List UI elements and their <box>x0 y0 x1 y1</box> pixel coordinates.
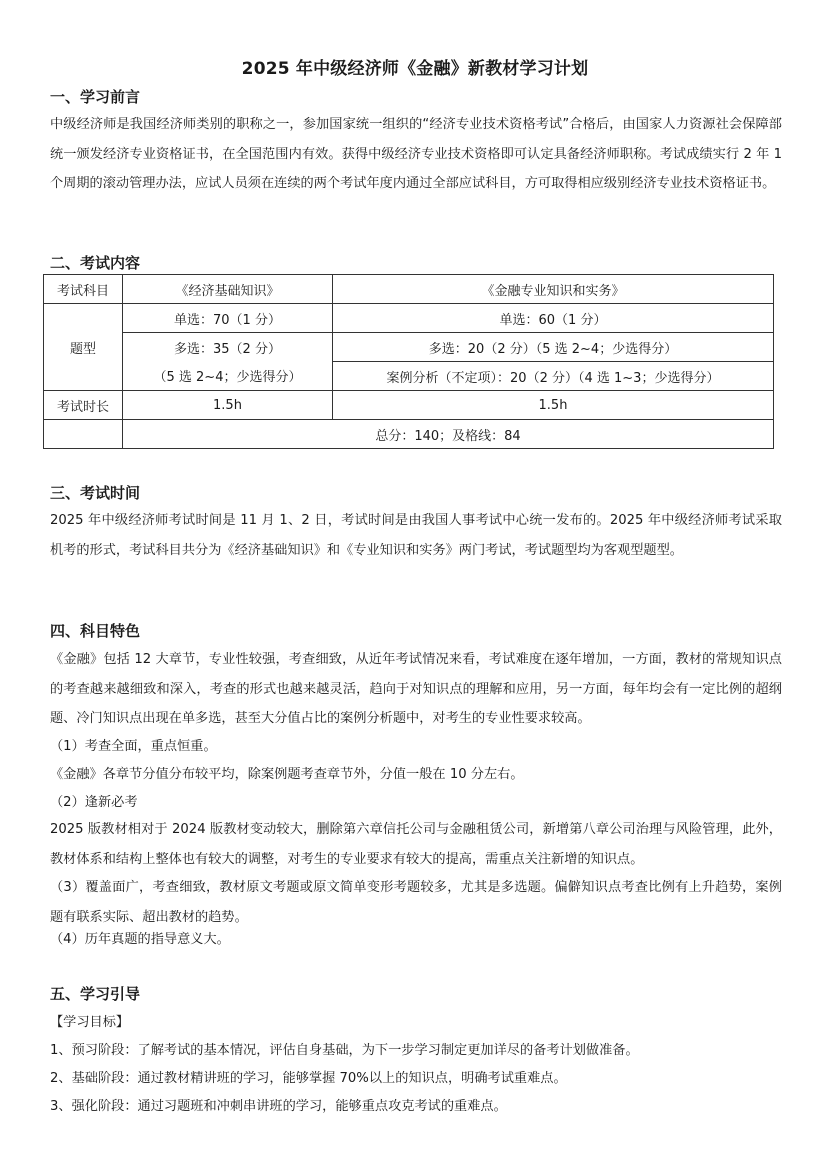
feature-item-1: （1）考查全面，重点恒重。 <box>50 739 217 754</box>
a-multi-cell: 多选：35（2 分） <box>123 333 333 362</box>
table-row <box>44 362 774 391</box>
table-row <box>44 420 774 449</box>
table-row <box>44 304 774 333</box>
table-row <box>44 333 774 362</box>
table-row <box>44 391 774 420</box>
feature-item-4: （4）历年真题的指导意义大。 <box>50 932 230 947</box>
study-goals-label: 【学习目标】 <box>50 1015 130 1030</box>
feature-item-2-text: 2025 版教材相对于 2024 版教材变动较大，删除第六章信托公司与金融租赁公司，新增第八章公司治理与风险管理，此外，教材体系和结构上整体也有较大的调整，对考生的专业要求有较大的提高，需重点关注新增的知识点。 <box>50 822 782 867</box>
study-goal-1: 1、预习阶段：了解考试的基本情况，评估自身基础，为下一步学习制定更加详尽的备考计划做准备。 <box>50 1043 639 1058</box>
a-single-cell: 单选：70（1 分） <box>123 304 333 333</box>
section-heading-study-guide: 五、学习引导 <box>50 985 141 1003</box>
table-row <box>44 275 774 304</box>
exam-content-table <box>43 274 774 449</box>
b-single-cell: 单选：60（1 分） <box>333 304 774 333</box>
question-type-label-cell: 题型 <box>44 304 123 391</box>
section-heading-exam-time: 三、考试时间 <box>50 484 141 502</box>
study-goal-3: 3、强化阶段：通过习题班和冲刺串讲班的学习，能够重点攻克考试的重难点。 <box>50 1099 507 1114</box>
subject-b-cell: 《金融专业知识和实务》 <box>333 275 774 304</box>
b-multi-cell: 多选：20（2 分）（5 选 2~4；少选得分） <box>333 333 774 362</box>
a-duration-cell: 1.5h <box>123 391 333 420</box>
b-case-cell: 案例分析（不定项）：20（2 分）（4 选 1~3；少选得分） <box>333 362 774 391</box>
subject-label-cell: 考试科目 <box>44 275 123 304</box>
subject-features-intro: 《金融》包括 12 大章节，专业性较强，考查细致，从近年考试情况来看，考试难度在逐年增加，一方面，教材的常规知识点的考查越来越细致和深入，考查的形式也越来越灵活，趋向于对知识点的理解和应用，另一方面，每年均会有一定比例的超纲题、冷门知识点出现在单多选，甚至大分值占比的案例分析题中，对考生的专业性要求较高。 <box>50 652 782 726</box>
total-score-cell: 总分：140；及格线：84 <box>123 420 774 449</box>
duration-label-cell: 考试时长 <box>44 391 123 420</box>
feature-item-3: （3）覆盖面广，考查细致，教材原文考题或原文简单变形考题较多，尤其是多选题。偏僻知识点考查比例有上升趋势，案例题有联系实际、超出教材的趋势。 <box>50 880 782 925</box>
preface-paragraph: 中级经济师是我国经济师类别的职称之一，参加国家统一组织的“经济专业技术资格考试”合格后，由国家人力资源社会保障部统一颁发经济专业资格证书，在全国范围内有效。获得中级经济专业技术资格即可认定具备经济师职称。考试成绩实行 2 年 1 个周期的滚动管理办法，应试人员须在连续的两个考试年度内通过全部应试科目，方可取得相应级别经济专业技术资格证书。 <box>50 117 782 191</box>
study-goal-2: 2、基础阶段：通过教材精讲班的学习，能够掌握 70%以上的知识点，明确考试重难点。 <box>50 1071 567 1086</box>
subject-a-cell: 《经济基础知识》 <box>123 275 333 304</box>
section-heading-subject-features: 四、科目特色 <box>50 622 141 640</box>
document-title: 2025 年中级经济师《金融》新教材学习计划 <box>241 59 589 79</box>
empty-cell <box>44 420 123 449</box>
section-heading-preface: 一、学习前言 <box>50 88 141 106</box>
feature-item-1-text: 《金融》各章节分值分布较平均，除案例题考查章节外，分值一般在 10 分左右。 <box>50 767 524 782</box>
feature-item-2: （2）逢新必考 <box>50 795 138 810</box>
section-heading-exam-content: 二、考试内容 <box>50 254 141 272</box>
a-multi-note-cell: （5 选 2~4；少选得分） <box>123 362 333 391</box>
b-duration-cell: 1.5h <box>333 391 774 420</box>
exam-time-paragraph: 2025 年中级经济师考试时间是 11 月 1、2 日，考试时间是由我国人事考试中心统一发布的。2025 年中级经济师考试采取机考的形式，考试科目共分为《经济基础知识》和《专业知识和实务》两门考试，考试题型均为客观型题型。 <box>50 513 782 558</box>
